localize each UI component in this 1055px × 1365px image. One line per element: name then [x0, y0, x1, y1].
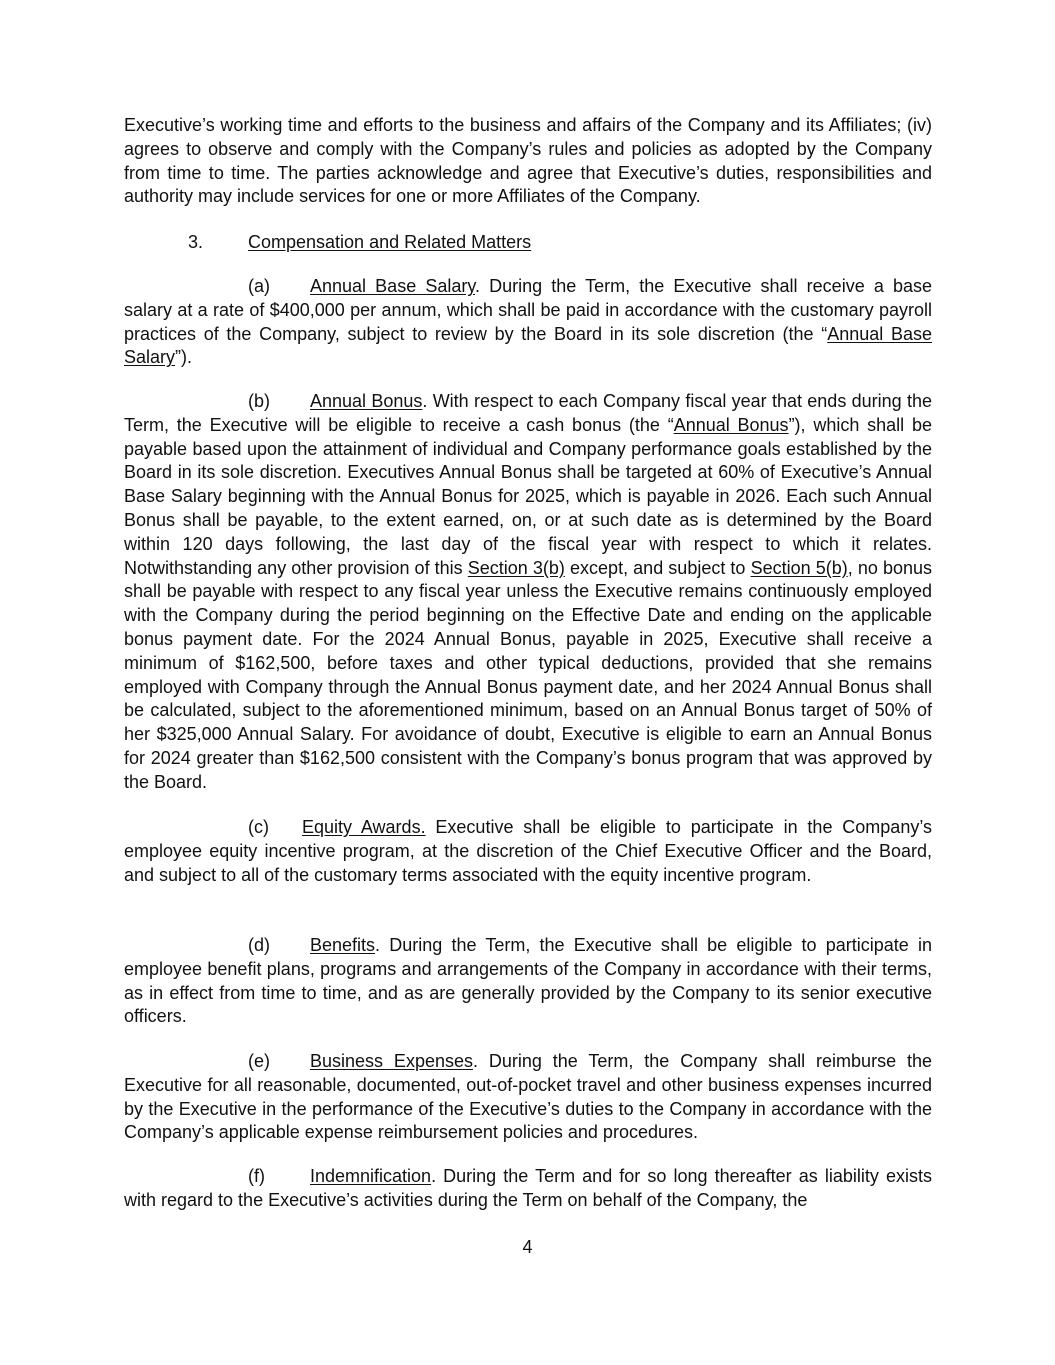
clause-d-body: . During the Term, the Executive shall be eligible to participate in employee benefit plans, programs and arrangements of the Company in accordance with their terms, as in effect from time to time, and as are generally provided by the Company to its senior executive officers.	[124, 935, 932, 1027]
clause-d-label: (d)	[248, 935, 270, 955]
clause-b-body-3: except, and subject to	[564, 557, 751, 578]
clause-f-body: . During the Term and for so long thereafter as liability exists with regard to the Executive’s activities during the Term on behalf of the Company, the	[124, 1166, 932, 1210]
section-title: Compensation and Related Matters	[248, 232, 532, 252]
clause-b-body-2: ”), which shall be payable based upon the attainment of individual and Company performance goals established by the Board in its sole discretion. Executives Annual Bonus shall be targeted at 60% of Executive’s Annual Base Salary beginning with the Annual Bonus for 2025, which is payable in 2026. Each such Annual Bonus shall be payable, to the extent earned, on, or at such date as is determined by the Board within 120 days following, the last day of the fiscal year with respect to which it relates. Notwithstanding any other provision of this	[124, 414, 932, 578]
intro-text: Executive’s working time and efforts to the business and affairs of the Company and its Affiliates; (iv) agrees to observe and comply with the Company’s rules and policies as adopted by the Company from time to time. The parties acknowledge and agree that Executive’s duties, responsibilities and authority may include services for one or more Affiliates of the Company.	[124, 115, 932, 207]
clause-b-body-1: . With respect to each Company fiscal year that ends during the Term, the Executive will be eligible to receive a cash bonus (the “	[124, 391, 932, 435]
clause-b	[124, 390, 932, 795]
clause-e-title: Business Expenses	[310, 1051, 473, 1071]
clause-e-body: . During the Term, the Company shall reimburse the Executive for all reasonable, documented, out-of-pocket travel and other business expenses incurred by the Executive in the performance of the Executive’s duties to the Company in accordance with the Company’s applicable expense reimbursement policies and procedures.	[124, 1051, 932, 1143]
section-number: 3.	[188, 232, 204, 252]
clause-c	[124, 816, 932, 887]
clause-a	[124, 275, 932, 370]
clause-c-body: Executive shall be eligible to participate in the Company’s employee equity incentive program, at the discretion of the Chief Executive Officer and the Board, and subject to all of the customary terms associated with the equity incentive program.	[124, 817, 933, 885]
clause-a-label: (a)	[248, 276, 270, 296]
clause-e-label: (e)	[248, 1051, 270, 1071]
clause-d	[124, 934, 932, 1029]
clause-a-body: . During the Term, the Executive shall receive a base salary at a rate of $400,000 per annum, which shall be paid in accordance with the customary payroll practices of the Company, subject to review by the Board in its sole discretion (the “	[124, 276, 932, 344]
clause-b-section-ref-2: Section 5(b)	[750, 557, 848, 578]
intro-paragraph	[124, 114, 932, 209]
clause-b-defined-term: Annual Bonus	[673, 414, 789, 435]
clause-e	[124, 1050, 932, 1145]
clause-f-label: (f)	[248, 1166, 265, 1186]
clause-b-label: (b)	[248, 391, 270, 411]
clause-c-label: (c)	[248, 817, 269, 837]
clause-c-title: Equity Awards.	[302, 817, 426, 837]
clause-f	[124, 1165, 932, 1213]
clause-f-title: Indemnification	[310, 1166, 432, 1186]
section-heading	[188, 230, 531, 254]
clause-b-body-4: , no bonus shall be payable with respect to any fiscal year unless the Executive remains continuously employed with the Company during the period beginning on the Effective Date and ending on the applicable bonus payment date. For the 2024 Annual Bonus, payable in 2025, Executive shall receive a minimum of $162,500, before taxes and other typical deductions, provided that she remains employed with Company through the Annual Bonus payment date, and her 2024 Annual Bonus shall be calculated, subject to the aforementioned minimum, based on an Annual Bonus target of 50% of her $325,000 Annual Salary. For avoidance of doubt, Executive is eligible to earn an Annual Bonus for 2024 greater than $162,500 consistent with the Company’s bonus program that was approved by the Board.	[124, 557, 932, 792]
clause-b-title: Annual Bonus	[310, 391, 423, 411]
page-number: 4	[522, 1237, 533, 1257]
clause-b-section-ref-1: Section 3(b)	[467, 557, 565, 578]
clause-a-title: Annual Base Salary	[310, 276, 476, 296]
clause-a-end: ”).	[175, 347, 193, 368]
clause-d-title: Benefits	[310, 935, 376, 955]
clause-a-defined-term: Annual Base Salary	[124, 323, 932, 368]
